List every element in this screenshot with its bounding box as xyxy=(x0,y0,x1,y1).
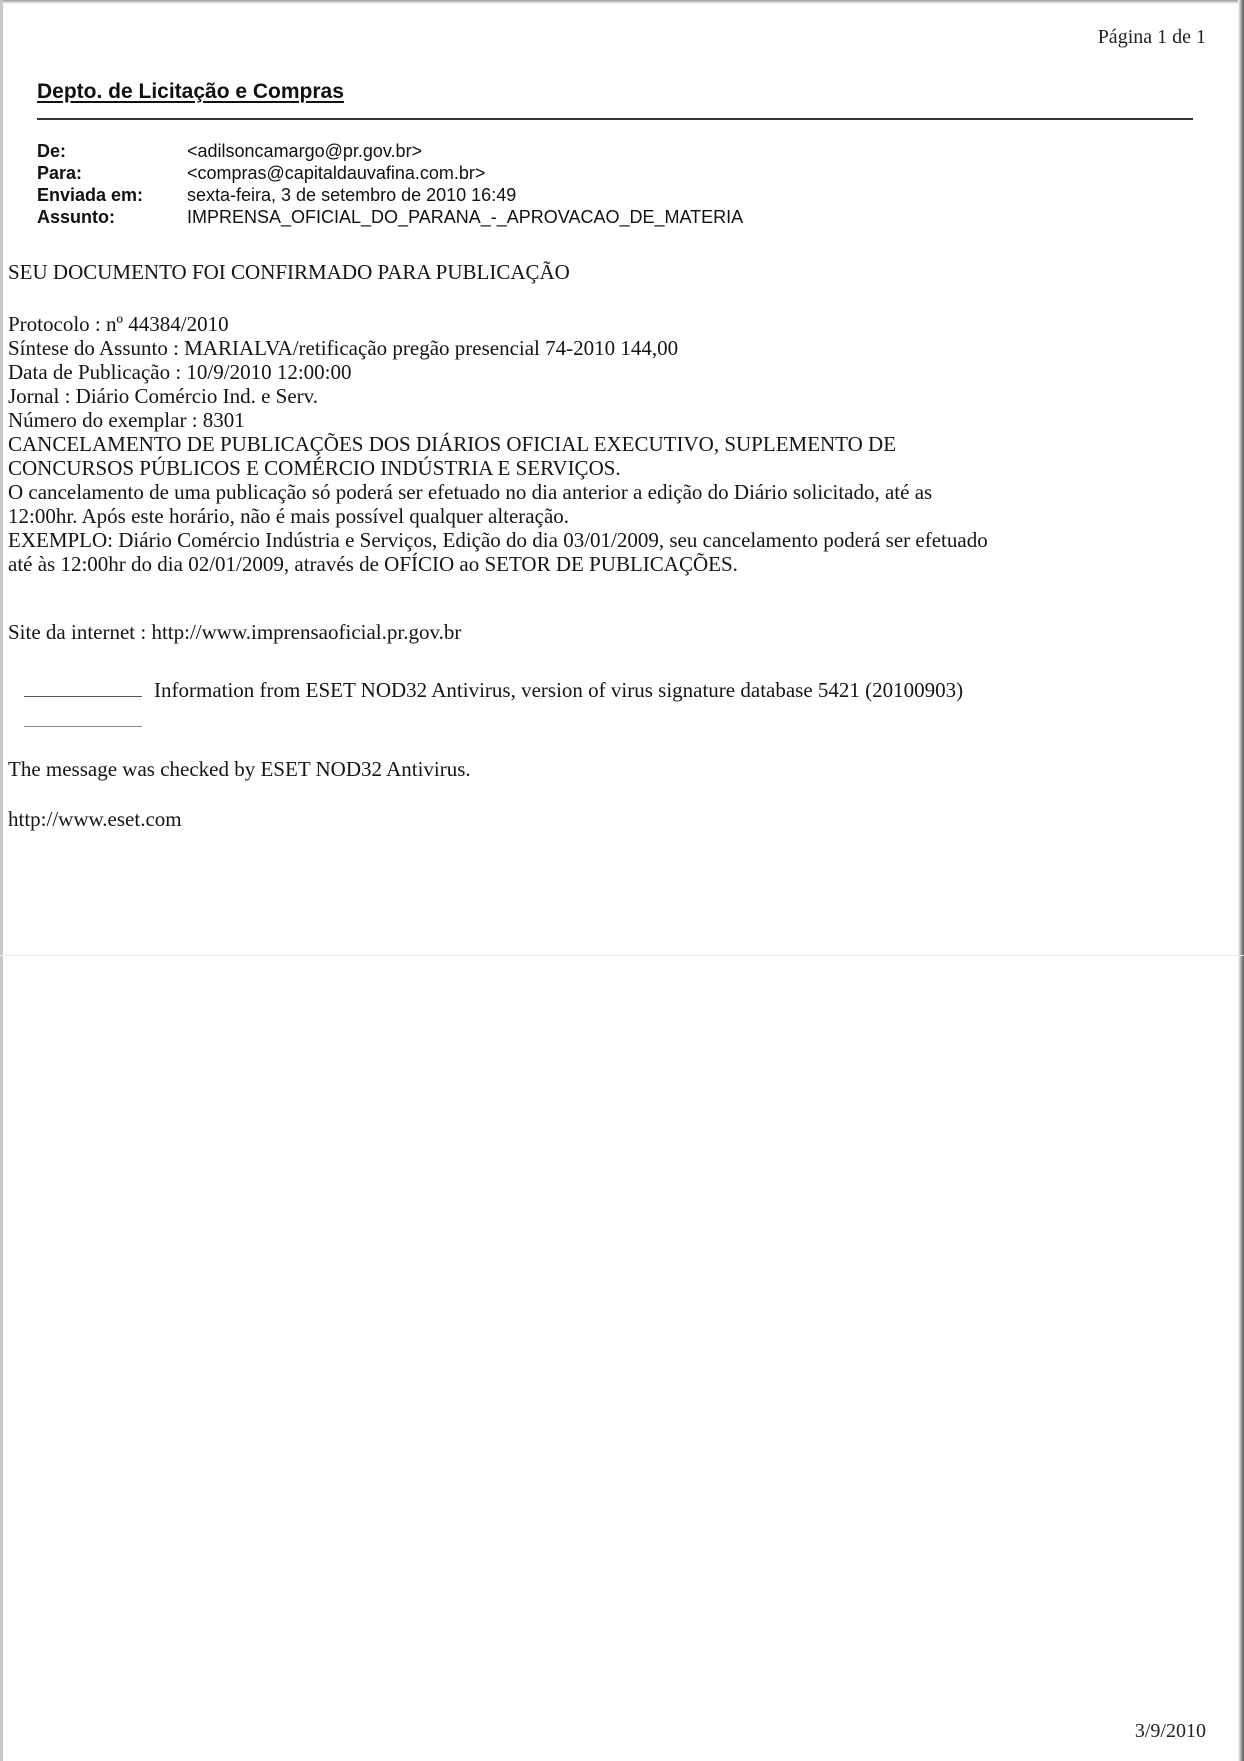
page-number: Página 1 de 1 xyxy=(1097,26,1206,48)
from-value: <adilsoncamargo@pr.gov.br> xyxy=(187,141,423,161)
to-row xyxy=(37,162,743,184)
scan-edge-top xyxy=(0,0,1244,4)
body-line-publication-date: Data de Publicação : 10/9/2010 12:00:00 xyxy=(8,360,352,384)
antivirus-line xyxy=(8,678,1228,702)
faint-divider xyxy=(0,955,1244,956)
footer-date: 3/9/2010 xyxy=(1134,1720,1206,1742)
body-line-issue-number: Número do exemplar : 8301 xyxy=(8,408,245,432)
scan-edge-left xyxy=(0,0,3,1761)
sent-value: sexta-feira, 3 de setembro de 2010 16:49 xyxy=(187,185,517,205)
eset-url: http://www.eset.com xyxy=(8,807,182,831)
body-line-example-1: EXEMPLO: Diário Comércio Indústria e Serviços, Edição do dia 03/01/2009, seu cancelamento poderá ser efetuado xyxy=(8,528,988,552)
subject-value: IMPRENSA_OFICIAL_DO_PARANA_-_APROVACAO_DE_MATERIA xyxy=(187,207,744,227)
subject-label: Assunto: xyxy=(37,207,115,227)
organization-title: Depto. de Licitação e Compras xyxy=(37,80,344,103)
sent-row xyxy=(37,184,743,206)
subject-row xyxy=(37,206,743,228)
body-line-cancel-heading-2: CONCURSOS PÚBLICOS E COMÉRCIO INDÚSTRIA E SERVIÇOS. xyxy=(8,456,621,480)
sent-label: Enviada em: xyxy=(37,185,144,205)
scan-edge-right xyxy=(1238,0,1244,1761)
signature-rule xyxy=(24,696,142,697)
antivirus-info: Information from ESET NOD32 Antivirus, version of virus signature database 5421 (20100903) xyxy=(154,678,964,702)
spacer xyxy=(8,576,1228,620)
antivirus-checked-message: The message was checked by ESET NOD32 Antivirus. xyxy=(8,757,471,781)
email-body xyxy=(8,260,1228,831)
body-line-example-2: até às 12:00hr do dia 02/01/2009, através de OFÍCIO ao SETOR DE PUBLICAÇÕES. xyxy=(8,552,738,576)
from-label: De: xyxy=(37,141,67,161)
body-line-protocol: Protocolo : nº 44384/2010 xyxy=(8,312,229,336)
body-line-cancel-heading-1: CANCELAMENTO DE PUBLICAÇÕES DOS DIÁRIOS OFICIAL EXECUTIVO, SUPLEMENTO DE xyxy=(8,432,897,456)
spacer xyxy=(8,781,1228,807)
body-line-newspaper: Jornal : Diário Comércio Ind. e Serv. xyxy=(8,384,319,408)
body-line-cancel-rule-2: 12:00hr. Após este horário, não é mais possível qualquer alteração. xyxy=(8,504,570,528)
signature-rule-2 xyxy=(24,726,142,727)
to-label: Para: xyxy=(37,163,83,183)
to-value: <compras@capitaldauvafina.com.br> xyxy=(187,163,486,183)
body-line-subject-summary: Síntese do Assunto : MARIALVA/retificação pregão presencial 74-2010 144,00 xyxy=(8,336,679,360)
from-row xyxy=(37,140,743,162)
email-header xyxy=(37,140,743,228)
body-site-link: Site da internet : http://www.imprensaoficial.pr.gov.br xyxy=(8,620,462,644)
body-heading: SEU DOCUMENTO FOI CONFIRMADO PARA PUBLICAÇÃO xyxy=(8,260,570,284)
header-divider xyxy=(37,118,1193,120)
body-line-cancel-rule-1: O cancelamento de uma publicação só poderá ser efetuado no dia anterior a edição do Diário solicitado, até as xyxy=(8,480,933,504)
spacer xyxy=(8,644,1228,678)
